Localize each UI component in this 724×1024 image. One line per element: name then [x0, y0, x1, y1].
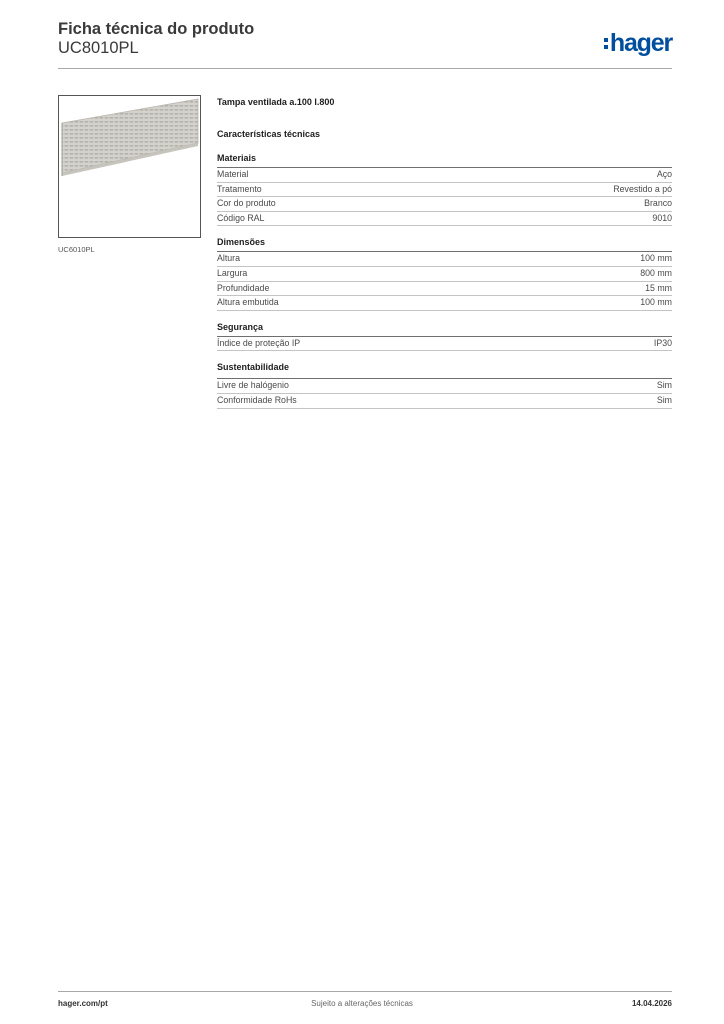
spec-label: Livre de halógenio	[217, 380, 289, 391]
document-title: Ficha técnica do produto	[58, 20, 255, 38]
spec-label: Profundidade	[217, 282, 270, 293]
product-image	[58, 95, 201, 238]
spec-label: Material	[217, 169, 249, 179]
product-description: Tampa ventilada a.100 l.800	[217, 97, 335, 107]
spec-value: Aço	[656, 169, 672, 179]
spec-label: Altura	[217, 253, 240, 264]
section-dimensoes	[217, 237, 672, 310]
spec-label: Conformidade RoHs	[217, 394, 297, 405]
spec-row	[217, 296, 672, 311]
spec-label: Largura	[217, 267, 248, 278]
logo-text: hager	[609, 28, 672, 57]
spec-row	[217, 337, 672, 352]
spec-row	[217, 168, 672, 183]
section-title: Sustentabilidade	[217, 362, 672, 379]
footer-website-link[interactable]: hager.com/pt	[58, 999, 108, 1008]
spec-value: 9010	[652, 212, 672, 223]
spec-value: 100 mm	[640, 253, 672, 264]
section-title: Dimensões	[217, 237, 672, 252]
header-divider	[58, 68, 672, 69]
logo-mark-icon	[604, 38, 608, 49]
spec-row	[217, 282, 672, 297]
spec-label: Código RAL	[217, 212, 265, 223]
spec-row	[217, 197, 672, 212]
section-title: Materiais	[217, 153, 672, 168]
spec-row	[217, 394, 672, 409]
spec-label: Altura embutida	[217, 297, 279, 308]
spec-label: Índice de proteção IP	[217, 337, 301, 348]
image-caption: UC6010PL	[58, 245, 95, 254]
spec-row	[217, 252, 672, 267]
spec-value: IP30	[653, 337, 672, 348]
spec-label: Cor do produto	[217, 198, 276, 209]
section-seguranca	[217, 322, 672, 352]
spec-value: 15 mm	[645, 282, 672, 293]
section-materiais	[217, 153, 672, 226]
section-sustentabilidade	[217, 362, 672, 408]
spec-value: 100 mm	[640, 297, 672, 308]
spec-value: Sim	[656, 380, 672, 391]
footer-divider	[58, 991, 672, 992]
footer-disclaimer: Sujeito a alterações técnicas	[311, 999, 413, 1008]
hager-logo	[604, 28, 672, 58]
spec-row	[217, 379, 672, 394]
ventilated-cover-panel-icon	[59, 96, 200, 237]
spec-label: Tratamento	[217, 183, 262, 194]
spec-row	[217, 183, 672, 198]
spec-content	[217, 97, 672, 420]
page-header	[58, 20, 672, 68]
spec-value: Revestido a pó	[613, 183, 672, 194]
footer-date: 14.04.2026	[631, 999, 672, 1008]
spec-row	[217, 212, 672, 227]
specs-heading: Características técnicas	[217, 129, 321, 139]
section-title: Segurança	[217, 322, 672, 337]
spec-value: Branco	[644, 198, 672, 209]
spec-row	[217, 267, 672, 282]
product-code: UC8010PL	[58, 39, 139, 57]
spec-value: 800 mm	[640, 267, 672, 278]
spec-value: Sim	[656, 394, 672, 405]
